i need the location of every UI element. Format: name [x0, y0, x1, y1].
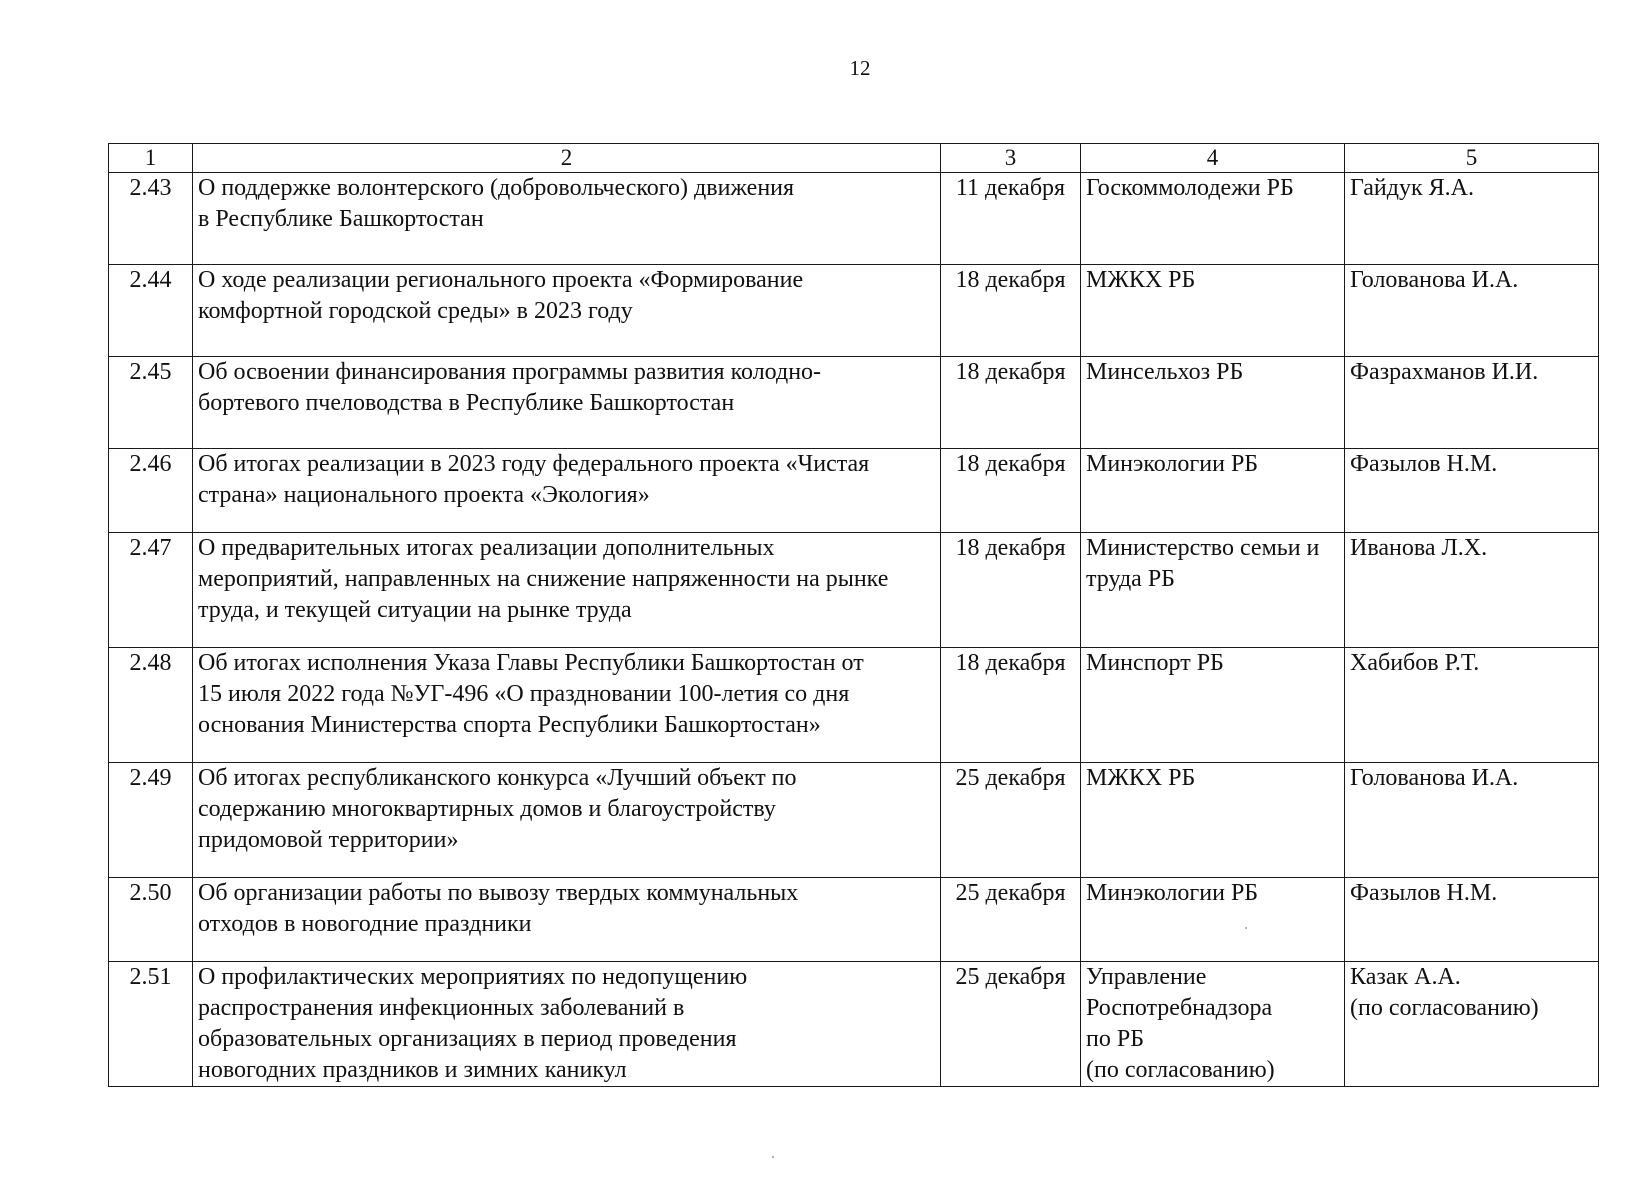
item-number-cell: 2.47: [109, 533, 193, 648]
item-number-cell: 2.49: [109, 763, 193, 878]
person-line: (по согласованию): [1350, 995, 1539, 1021]
topic-line: распространения инфекционных заболеваний в: [198, 995, 685, 1021]
header-cell-5: 5: [1345, 144, 1599, 173]
responsible-person-cell: [1345, 533, 1599, 648]
person-line: Иванова Л.Х.: [1350, 535, 1488, 561]
person-line: Хабибов Р.Т.: [1350, 650, 1480, 676]
topic-line: О предварительных итогах реализации дополнительных: [198, 535, 775, 561]
responsible-line: Минсельхоз РБ: [1086, 359, 1244, 385]
header-cell-2: 2: [193, 144, 941, 173]
scan-speck: [772, 1156, 774, 1158]
responsible-person-cell: [1345, 878, 1599, 962]
topic-line: Об освоении финансирования программы развития колодно-: [198, 359, 822, 385]
topic-line: труда, и текущей ситуации на рынке труда: [198, 597, 632, 623]
topic-line: содержанию многоквартирных домов и благоустройству: [198, 796, 776, 822]
topic-line: О профилактических мероприятиях по недопущению: [198, 964, 748, 990]
responsible-line: Госкоммолодежи РБ: [1086, 175, 1294, 201]
person-line: Фазылов Н.М.: [1350, 451, 1498, 477]
item-number-cell: 2.43: [109, 173, 193, 265]
table-row: [109, 173, 1599, 265]
table-row: [109, 962, 1599, 1087]
responsible-line: (по согласованию): [1086, 1057, 1275, 1083]
topic-cell: [193, 449, 941, 533]
date-cell: 18 декабря: [941, 449, 1081, 533]
date-cell: 18 декабря: [941, 648, 1081, 763]
responsible-line: Минспорт РБ: [1086, 650, 1224, 676]
topic-cell: [193, 962, 941, 1087]
responsible-line: Минэкологии РБ: [1086, 880, 1259, 906]
table-row: [109, 878, 1599, 962]
responsible-line: Минэкологии РБ: [1086, 451, 1259, 477]
topic-line: отходов в новогодние праздники: [198, 911, 532, 937]
header-cell-4: 4: [1081, 144, 1345, 173]
date-cell: 18 декабря: [941, 265, 1081, 357]
responsible-person-cell: [1345, 173, 1599, 265]
responsible-body-cell: [1081, 449, 1345, 533]
item-number-cell: 2.51: [109, 962, 193, 1087]
person-line: Фазылов Н.М.: [1350, 880, 1498, 906]
topic-cell: [193, 878, 941, 962]
date-cell: 18 декабря: [941, 533, 1081, 648]
topic-cell: [193, 763, 941, 878]
scan-speck: [1245, 927, 1247, 929]
responsible-line: МЖКХ РБ: [1086, 267, 1196, 293]
date-cell: 25 декабря: [941, 962, 1081, 1087]
responsible-line: Управление: [1086, 964, 1207, 990]
item-number-cell: 2.46: [109, 449, 193, 533]
topic-line: О ходе реализации регионального проекта «Формирование: [198, 267, 804, 293]
topic-line: Об итогах республиканского конкурса «Лучший объект по: [198, 765, 797, 791]
topic-line: Об итогах реализации в 2023 году федерального проекта «Чистая: [198, 451, 870, 477]
topic-line: в Республике Башкортостан: [198, 206, 484, 232]
item-number-cell: 2.50: [109, 878, 193, 962]
item-number-cell: 2.44: [109, 265, 193, 357]
table-row: [109, 449, 1599, 533]
responsible-body-cell: [1081, 265, 1345, 357]
responsible-person-cell: [1345, 962, 1599, 1087]
date-cell: 18 декабря: [941, 357, 1081, 449]
person-line: Фазрахманов И.И.: [1350, 359, 1539, 385]
topic-cell: [193, 648, 941, 763]
header-cell-1: 1: [109, 144, 193, 173]
header-cell-3: 3: [941, 144, 1081, 173]
page-number: 12: [849, 56, 871, 80]
table-row: [109, 533, 1599, 648]
date-cell: 11 декабря: [941, 173, 1081, 265]
item-number-cell: 2.48: [109, 648, 193, 763]
topic-line: комфортной городской среды» в 2023 году: [198, 298, 633, 324]
topic-cell: [193, 173, 941, 265]
plan-table: [108, 143, 1599, 1087]
table-header-row: [109, 144, 1599, 173]
table-row: [109, 648, 1599, 763]
responsible-body-cell: [1081, 648, 1345, 763]
topic-line: образовательных организациях в период проведения: [198, 1026, 737, 1052]
date-cell: 25 декабря: [941, 878, 1081, 962]
topic-line: придомовой территории»: [198, 827, 459, 853]
responsible-body-cell: [1081, 763, 1345, 878]
responsible-body-cell: [1081, 173, 1345, 265]
responsible-body-cell: [1081, 962, 1345, 1087]
person-line: Голованова И.А.: [1350, 765, 1519, 791]
person-line: Гайдук Я.А.: [1350, 175, 1474, 201]
responsible-body-cell: [1081, 533, 1345, 648]
responsible-person-cell: [1345, 449, 1599, 533]
topic-cell: [193, 357, 941, 449]
topic-line: новогодних праздников и зимних каникул: [198, 1057, 627, 1083]
person-line: Голованова И.А.: [1350, 267, 1519, 293]
topic-line: О поддержке волонтерского (добровольческого) движения: [198, 175, 795, 201]
responsible-person-cell: [1345, 648, 1599, 763]
item-number-cell: 2.45: [109, 357, 193, 449]
topic-line: основания Министерства спорта Республики Башкортостан»: [198, 712, 821, 738]
topic-line: Об итогах исполнения Указа Главы Республики Башкортостан от: [198, 650, 864, 676]
topic-line: мероприятий, направленных на снижение напряженности на рынке: [198, 566, 889, 592]
responsible-line: труда РБ: [1086, 566, 1175, 592]
topic-line: страна» национального проекта «Экология»: [198, 482, 650, 508]
table-row: [109, 265, 1599, 357]
responsible-line: МЖКХ РБ: [1086, 765, 1196, 791]
responsible-person-cell: [1345, 265, 1599, 357]
responsible-person-cell: [1345, 763, 1599, 878]
responsible-line: по РБ: [1086, 1026, 1144, 1052]
responsible-person-cell: [1345, 357, 1599, 449]
responsible-body-cell: [1081, 878, 1345, 962]
topic-line: 15 июля 2022 года №УГ-496 «О праздновании 100-летия со дня: [198, 681, 850, 707]
responsible-body-cell: [1081, 357, 1345, 449]
responsible-line: Министерство семьи и: [1086, 535, 1320, 561]
topic-cell: [193, 533, 941, 648]
topic-line: Об организации работы по вывозу твердых коммунальных: [198, 880, 799, 906]
responsible-line: Роспотребнадзора: [1086, 995, 1273, 1021]
topic-line: бортевого пчеловодства в Республике Башкортостан: [198, 390, 735, 416]
topic-cell: [193, 265, 941, 357]
table-row: [109, 357, 1599, 449]
table-row: [109, 763, 1599, 878]
person-line: Казак А.А.: [1350, 964, 1461, 990]
date-cell: 25 декабря: [941, 763, 1081, 878]
